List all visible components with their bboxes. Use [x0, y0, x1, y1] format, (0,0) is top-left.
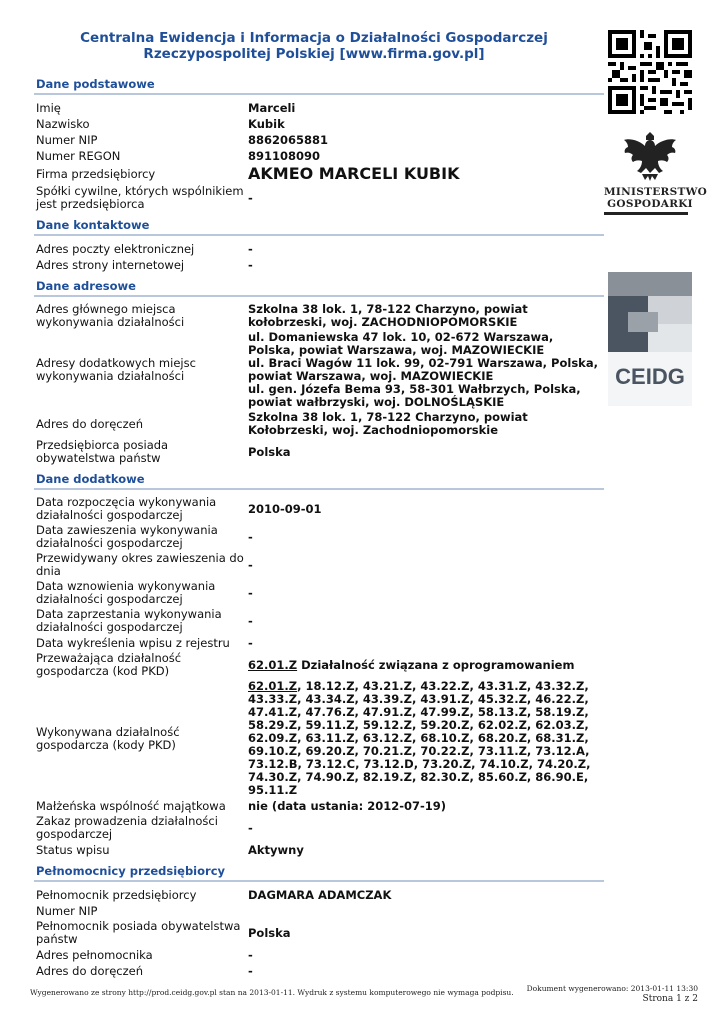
field-label: Adresy dodatkowych miejsc wykonywania działalności — [36, 356, 196, 383]
field-row — [34, 185, 604, 211]
field-label: Data rozpoczęcia wykonywania działalności gospodarczej — [36, 495, 217, 522]
field-label: Zakaz prowadzenia działalności gospodarczej — [36, 814, 218, 841]
field-value: - — [248, 585, 253, 600]
generated-timestamp: Dokument wygenerowano: 2013-01-11 13:30 — [526, 984, 698, 993]
field-label: Nazwisko — [36, 116, 90, 131]
field-row — [34, 133, 604, 147]
field-value: DAGMARA ADAMCZAK — [248, 887, 392, 902]
field-value: Kubik — [248, 116, 285, 131]
field-row — [34, 258, 604, 272]
section-title: Pełnomocnicy przedsiębiorcy — [34, 864, 604, 882]
field-label: Adres pełnomocnika — [36, 947, 153, 962]
field-value: - — [248, 529, 253, 544]
ceidg-logo-text: CEIDG — [615, 364, 685, 389]
field-label: Imię — [36, 100, 61, 115]
section-title: Dane podstawowe — [34, 77, 604, 95]
footer-meta — [527, 983, 698, 1005]
field-label: Adres poczty elektronicznej — [36, 241, 195, 256]
field-value: nie (data ustania: 2012-07-19) — [248, 798, 447, 813]
field-value-text: , 18.12.Z, 43.21.Z, 43.22.Z, 43.31.Z, 43.32.Z, 43.33.Z, 43.34.Z, 43.39.Z, 43.91.Z, 45.32.Z, 46.22.Z, 47.41.Z, 47.76.Z, 47.91.Z, 47.99.Z, 58.13.Z, 58.19.Z, 58.29.Z, 59.11.Z, 59.12.Z, 59.20.Z, 62.02.Z, 62.03.Z, 62.09.Z, 63.11.Z, 63.12.Z, 68.10.Z, 68.20.Z, 68.31.Z, 69.10.Z, 69.20.Z, 70.21.Z, 70.22.Z, 73.11.Z, 73.12.A, 73.12.B, 73.12.C, 73.12.D, 73.20.Z, 74.10.Z, 74.20.Z, 74.30.Z, 74.90.Z, 82.19.Z, 82.30.Z, 85.60.Z, 86.90.E, 95.11.Z — [248, 679, 591, 797]
pkd-code-link[interactable]: 62.01.Z — [248, 657, 298, 672]
section-title: Dane kontaktowe — [34, 218, 604, 236]
section-title: Dane dodatkowe — [34, 472, 604, 490]
field-row — [34, 843, 604, 857]
field-label: Adres strony internetowej — [36, 257, 185, 272]
page-number: Strona 1 z 2 — [642, 994, 698, 1004]
field-label: Pełnomocnik posiada obywatelstwa państw — [36, 919, 241, 946]
field-value — [248, 659, 604, 672]
field-row — [34, 165, 604, 183]
field-value: 8862065881 — [248, 132, 329, 147]
field-value: Aktywny — [248, 842, 304, 857]
field-value: - — [248, 613, 253, 628]
ministry-underline — [604, 212, 688, 215]
header-title-line1: Centralna Ewidencja i Informacja o Działalności Gospodarczej — [80, 30, 548, 46]
field-value: 2010-09-01 — [248, 501, 322, 516]
field-label: Małżeńska wspólność majątkowa — [36, 798, 226, 813]
field-row — [34, 552, 604, 578]
field-label: Adres do doręczeń — [36, 963, 144, 978]
eagle-emblem-icon — [620, 126, 680, 186]
field-row — [34, 680, 604, 797]
field-label: Numer NIP — [36, 903, 98, 918]
field-label: Data wznowienia wykonywania działalności gospodarczej — [36, 579, 216, 606]
field-value: Polska — [248, 925, 291, 940]
field-value: - — [248, 820, 253, 835]
field-row — [34, 439, 604, 465]
field-row — [34, 920, 604, 946]
field-row — [34, 964, 604, 978]
field-label: Wykonywana działalność gospodarcza (kody PKD) — [36, 724, 180, 752]
field-value — [248, 680, 604, 797]
field-row — [34, 331, 604, 409]
section-title: Dane adresowe — [34, 279, 604, 297]
field-label: Spółki cywilne, których wspólnikiem jest przedsiębiorca — [36, 184, 244, 211]
field-label: Adres do doręczeń — [36, 416, 144, 431]
ministry-logo — [604, 126, 708, 215]
field-row — [34, 652, 604, 678]
field-label: Data wykreślenia wpisu z rejestru — [36, 635, 230, 650]
field-label: Adres głównego miejsca wykonywania działalności — [36, 302, 185, 329]
field-row — [34, 815, 604, 841]
field-label: Numer REGON — [36, 148, 121, 163]
field-value: - — [248, 257, 253, 272]
field-label: Przedsiębiorca posiada obywatelstwa państw — [36, 438, 169, 465]
field-value: - — [248, 635, 253, 650]
field-label: Data zawieszenia wykonywania działalności gospodarczej — [36, 523, 218, 550]
field-row — [34, 636, 604, 650]
ceidg-logo — [608, 272, 692, 406]
document-header — [30, 30, 598, 62]
field-label: Numer NIP — [36, 132, 98, 147]
field-label: Firma przedsiębiorcy — [36, 166, 156, 181]
header-title-line2: Rzeczypospolitej Polskiej [www.firma.gov.pl] — [143, 46, 485, 62]
qr-code-icon — [608, 30, 692, 114]
field-row — [34, 524, 604, 550]
pkd-code-link[interactable]: 62.01.Z — [248, 679, 298, 693]
field-label: Data zaprzestania wykonywania działalności gospodarczej — [36, 607, 222, 634]
field-row — [34, 117, 604, 131]
field-row — [34, 496, 604, 522]
field-value: Szkolna 38 lok. 1, 78-122 Charzyno, powiat kołobrzeski, woj. ZACHODNIOPOMORSKIE — [248, 302, 528, 329]
field-row — [34, 580, 604, 606]
field-value: - — [248, 241, 253, 256]
field-value: - — [248, 947, 253, 962]
field-row — [34, 948, 604, 962]
field-value: Marceli — [248, 100, 296, 115]
field-row — [34, 904, 604, 918]
field-row — [34, 101, 604, 115]
field-label: Pełnomocnik przedsiębiorcy — [36, 887, 197, 902]
document-content — [34, 70, 604, 980]
field-row — [34, 242, 604, 256]
field-value: AKMEO MARCELI KUBIK — [248, 164, 460, 183]
field-value: Polska — [248, 444, 291, 459]
field-label: Przeważająca działalność gospodarcza (kod PKD) — [36, 651, 182, 678]
field-value-text: Działalność związana z oprogramowaniem — [297, 657, 575, 672]
field-value: - — [248, 190, 253, 205]
field-row — [34, 799, 604, 813]
field-value: Szkolna 38 lok. 1, 78-122 Charzyno, powiat Kołobrzeski, woj. Zachodniopomorskie — [248, 410, 528, 437]
field-row — [34, 608, 604, 634]
field-row — [34, 149, 604, 163]
field-value: - — [248, 963, 253, 978]
field-label: Przewidywany okres zawieszenia do dnia — [36, 551, 244, 578]
field-value: 891108090 — [248, 148, 321, 163]
footer-note: Wygenerowano ze strony http://prod.ceidg.gov.pl stan na 2013-01-11. Wydruk z systemu komputerowego nie wymaga podpisu. — [30, 988, 514, 997]
field-label: Status wpisu — [36, 842, 110, 857]
field-row — [34, 303, 604, 329]
field-row — [34, 888, 604, 902]
field-value: - — [248, 557, 253, 572]
field-value: ul. Domaniewska 47 lok. 10, 02-672 Warszawa, Polska, powiat Warszawa, woj. MAZOWIECKIE ul. Braci Wagów 11 lok. 99, 02-791 Warszawa, Polska, powiat Warszawa, woj. MAZOWIECKIE ul. gen. Józefa Bema 93, 58-301 Wałbrzych, Polska, powiat wałbrzyski, woj. DOLNOŚLĄSKIE — [248, 330, 598, 409]
ministry-name-line1: MINISTERSTWO — [604, 186, 708, 198]
ministry-name-line2: GOSPODARKI — [607, 198, 693, 210]
field-row — [34, 411, 604, 437]
